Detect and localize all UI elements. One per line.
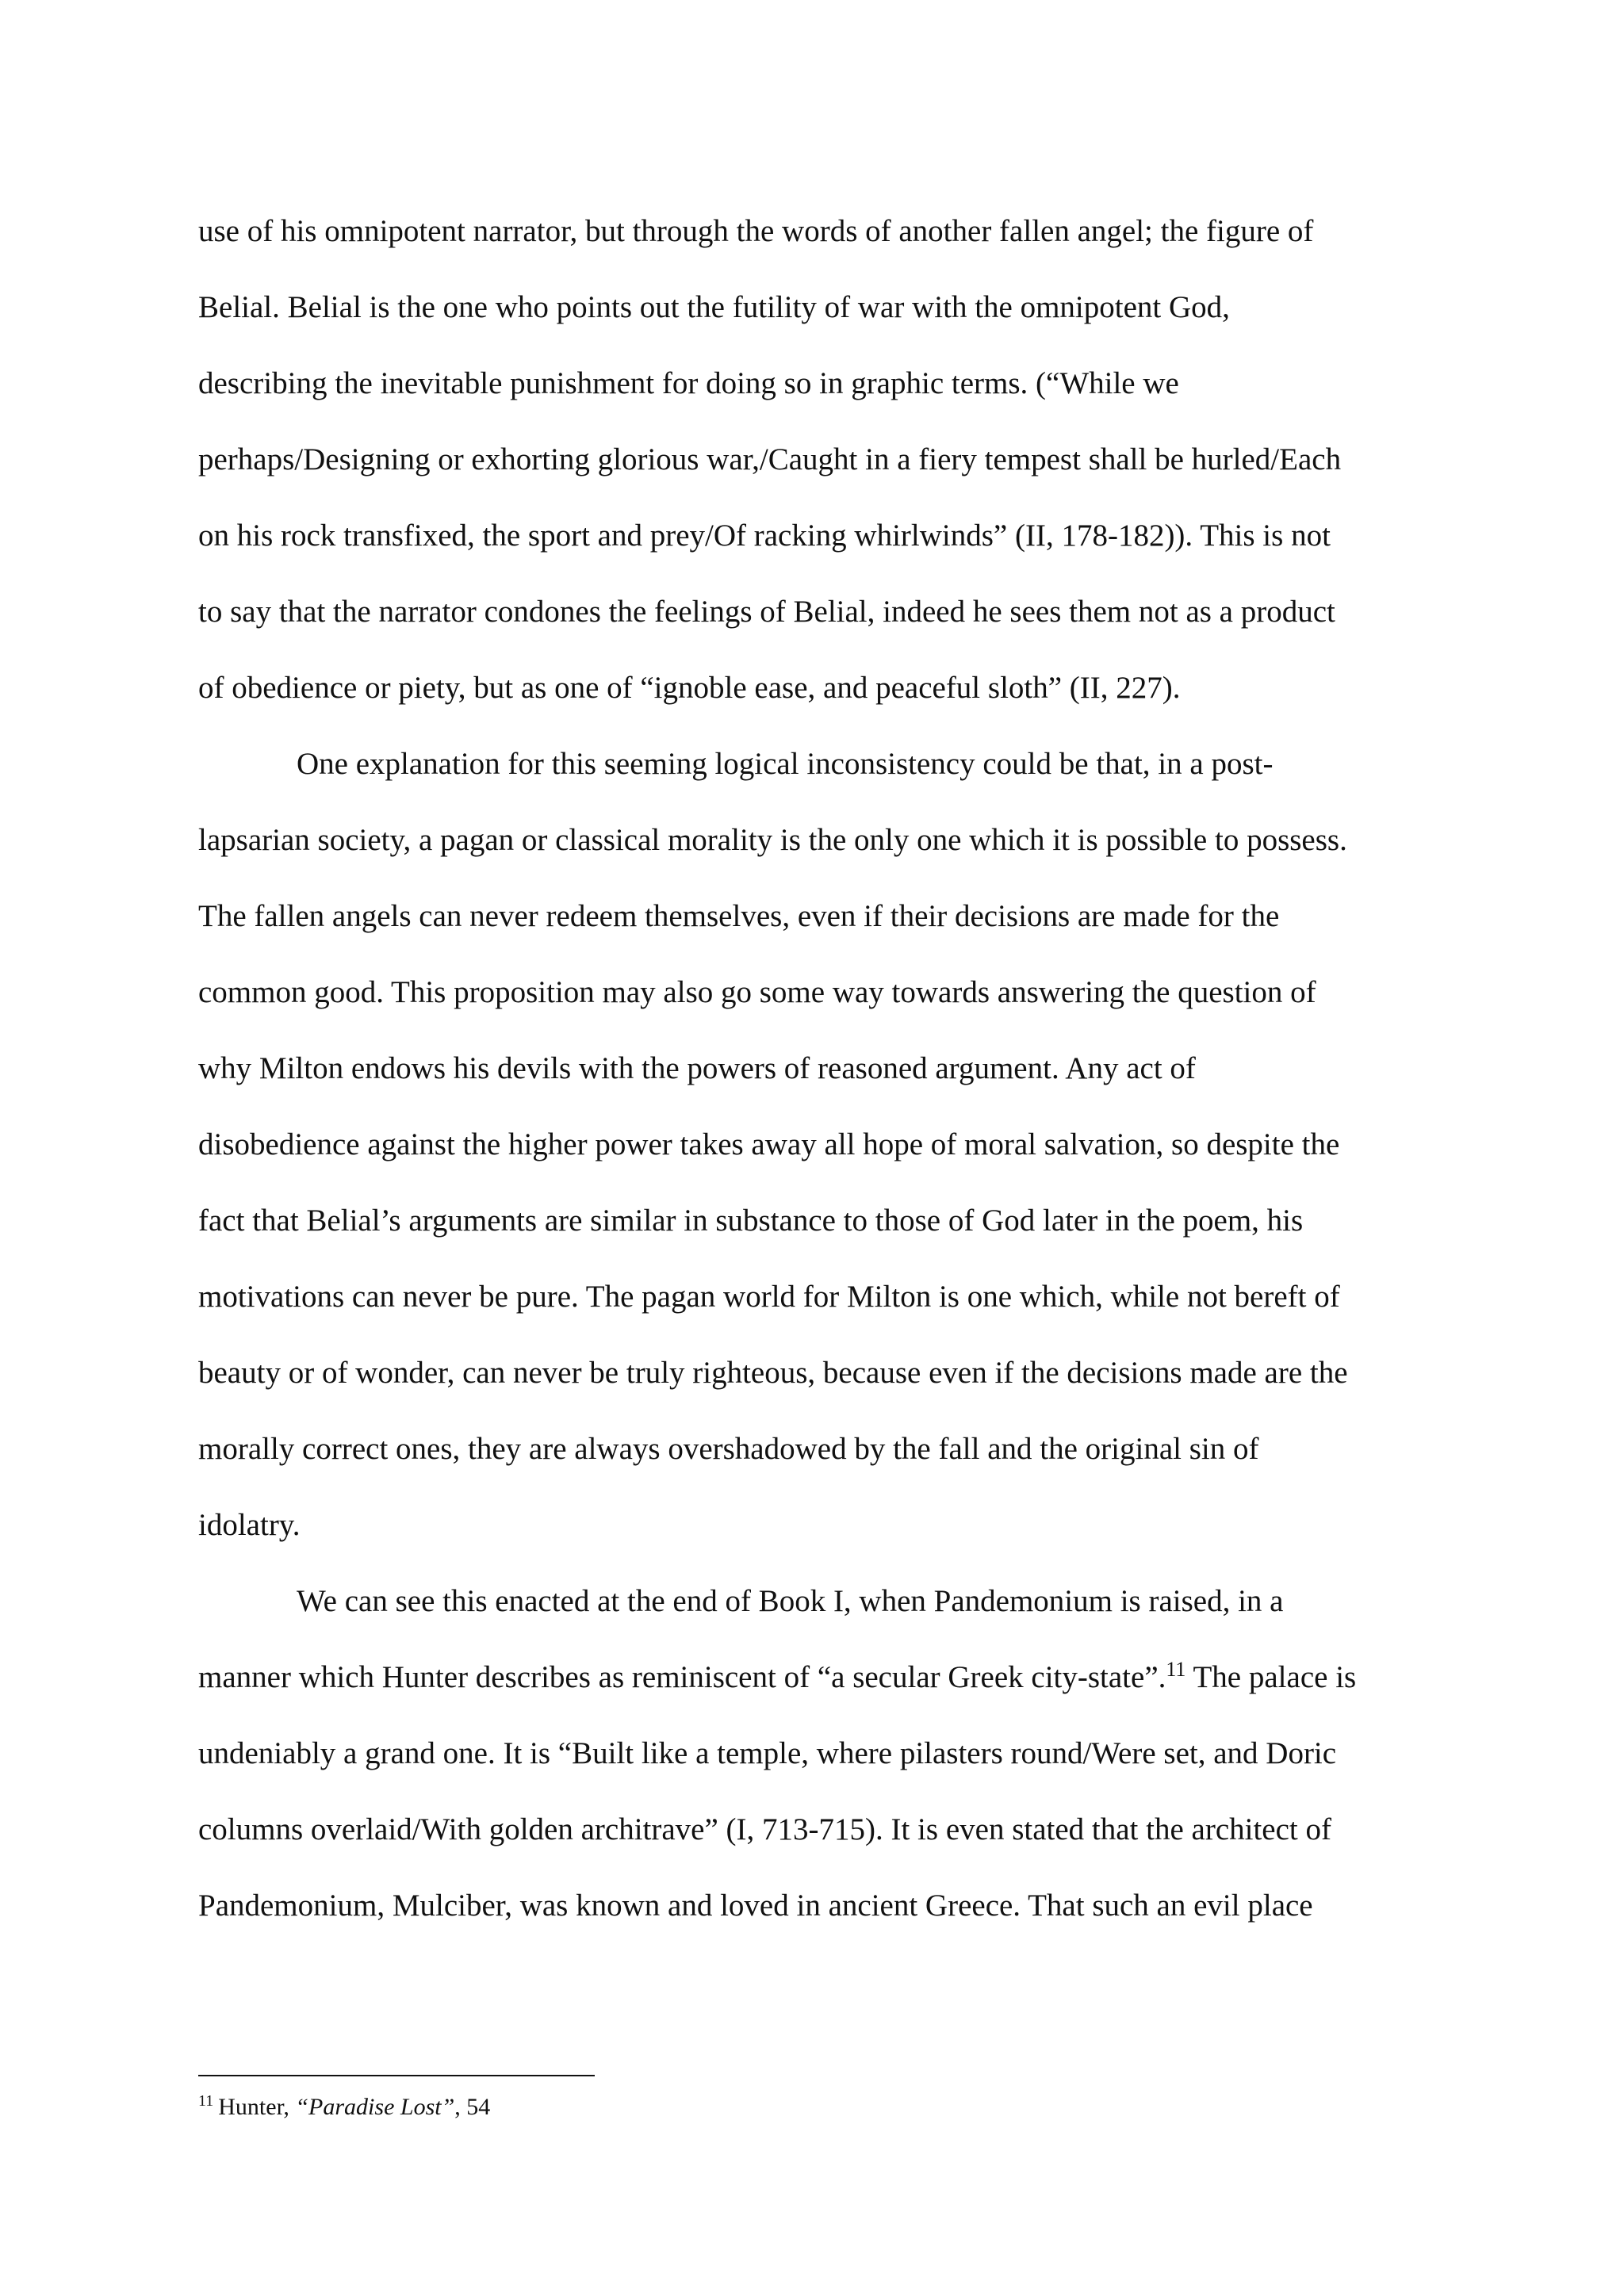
text-line: idolatry. (198, 1508, 301, 1542)
text-line: motivations can never be pure. The pagan world for Milton is one which, while not bereft of (198, 1280, 1340, 1314)
text-line: The fallen angels can never redeem themselves, even if their decisions are made for the (198, 899, 1280, 933)
text-line: perhaps/Designing or exhorting glorious war,/Caught in a fiery tempest shall be hurled/Each (198, 442, 1342, 476)
body-text (198, 193, 1443, 1944)
text-line: on his rock transfixed, the sport and prey/Of racking whirlwinds” (II, 178-182)). This is not (198, 519, 1331, 553)
text-line: fact that Belial’s arguments are similar in substance to those of God later in the poem, his (198, 1203, 1304, 1238)
text-line: of obedience or piety, but as one of “ignoble ease, and peaceful sloth” (II, 227). (198, 671, 1181, 705)
text-line: to say that the narrator condones the feelings of Belial, indeed he sees them not as a product (198, 595, 1335, 629)
text-line: morally correct ones, they are always overshadowed by the fall and the original sin of (198, 1432, 1259, 1466)
text-line: columns overlaid/With golden architrave” (I, 713-715). It is even stated that the architect of (198, 1812, 1332, 1846)
paragraph-3 (198, 1563, 1443, 1944)
text-line: common good. This proposition may also go some way towards answering the question of (198, 975, 1316, 1009)
footnote-title: “Paradise Lost” (295, 2094, 455, 2120)
text-line: disobedience against the higher power takes away all hope of moral salvation, so despite the (198, 1127, 1340, 1161)
text-line: use of his omnipotent narrator, but through the words of another fallen angel; the figure of (198, 214, 1314, 248)
footnote-reference[interactable]: 11 (1166, 1658, 1186, 1681)
text-segment: The palace is (1185, 1660, 1357, 1694)
footnote-number: 11 (198, 2092, 214, 2110)
text-line: We can see this enacted at the end of Book I, when Pandemonium is raised, in a (297, 1584, 1284, 1618)
paragraph-2 (198, 726, 1443, 1563)
text-line: undeniably a grand one. It is “Built like a temple, where pilasters round/Were set, and Doric (198, 1736, 1337, 1770)
text-line: beauty or of wonder, can never be truly righteous, because even if the decisions made are the (198, 1356, 1348, 1390)
text-segment: manner which Hunter describes as reminiscent of “a secular Greek city-state”. (198, 1660, 1166, 1694)
text-line: why Milton endows his devils with the powers of reasoned argument. Any act of (198, 1051, 1196, 1085)
text-line: Pandemonium, Mulciber, was known and loved in ancient Greece. That such an evil place (198, 1888, 1313, 1923)
footnote-separator (198, 2075, 595, 2076)
text-line: describing the inevitable punishment for doing so in graphic terms. (“While we (198, 366, 1179, 400)
footnote-author: Hunter, (218, 2094, 296, 2120)
text-line: Belial. Belial is the one who points out the futility of war with the omnipotent God, (198, 290, 1230, 324)
text-line: One explanation for this seeming logical inconsistency could be that, in a post- (297, 747, 1274, 781)
paragraph-1 (198, 193, 1443, 726)
text-line-with-footnote (198, 1640, 1443, 1716)
footnote (198, 2093, 490, 2122)
text-line: lapsarian society, a pagan or classical morality is the only one which it is possible to possess. (198, 823, 1347, 857)
footnote-page: , 54 (454, 2094, 491, 2120)
